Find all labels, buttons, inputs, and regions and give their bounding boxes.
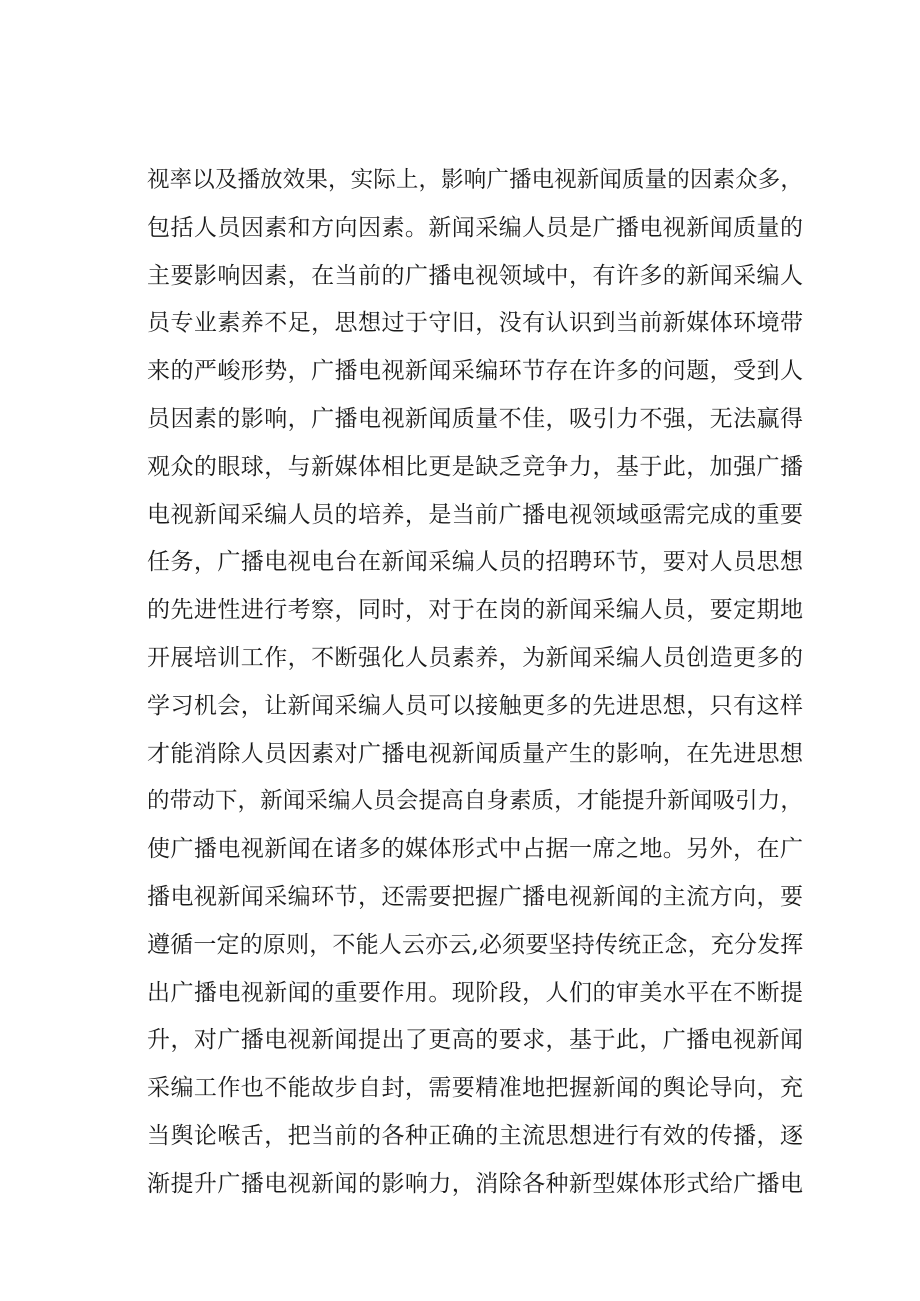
text-line: 视率以及播放效果，实际上，影响广播电视新闻质量的因素众多， [147, 167, 803, 193]
text-line: 主要影响因素，在当前的广播电视领域中，有许多的新闻采编人 [147, 262, 803, 289]
text-line: 使广播电视新闻在诸多的媒体形式中占据一席之地。另外，在广 [147, 836, 803, 863]
text-line: 播电视新闻采编环节，还需要把握广播电视新闻的主流方向，要 [147, 883, 803, 910]
text-line: 开展培训工作，不断强化人员素养，为新闻采编人员创造更多的 [147, 644, 803, 671]
text-line: 来的严峻形势，广播电视新闻采编环节存在许多的问题，受到人 [147, 358, 803, 385]
text-line: 员专业素养不足，思想过于守旧，没有认识到当前新媒体环境带 [147, 310, 803, 337]
text-line: 采编工作也不能故步自封，需要精准地把握新闻的舆论导向，充 [147, 1075, 803, 1102]
text-line: 的带动下，新闻采编人员会提高自身素质，才能提升新闻吸引力， [147, 788, 803, 815]
text-line: 遵循一定的原则，不能人云亦云,必须要坚持传统正念，充分发挥 [147, 931, 803, 958]
text-line: 出广播电视新闻的重要作用。现阶段，人们的审美水平在不断提 [147, 979, 803, 1006]
text-line: 才能消除人员因素对广播电视新闻质量产生的影响，在先进思想 [147, 740, 803, 767]
text-line: 的先进性进行考察，同时，对于在岗的新闻采编人员，要定期地 [147, 597, 803, 624]
text-line: 当舆论喉舌，把当前的各种正确的主流思想进行有效的传播，逐 [147, 1122, 803, 1149]
text-line: 包括人员因素和方向因素。新闻采编人员是广播电视新闻质量的 [147, 214, 803, 241]
body-paragraph [147, 157, 803, 1209]
text-line: 学习机会，让新闻采编人员可以接触更多的先进思想，只有这样 [147, 692, 803, 719]
text-line: 电视新闻采编人员的培养，是当前广播电视领域亟需完成的重要 [147, 501, 803, 528]
text-line: 员因素的影响，广播电视新闻质量不佳，吸引力不强，无法赢得 [147, 405, 803, 432]
text-line: 升，对广播电视新闻提出了更高的要求，基于此，广播电视新闻 [147, 1027, 803, 1054]
text-line: 任务，广播电视电台在新闻采编人员的招聘环节，要对人员思想 [147, 549, 803, 576]
text-line: 观众的眼球，与新媒体相比更是缺乏竞争力，基于此，加强广播 [147, 453, 803, 480]
text-line: 渐提升广播电视新闻的影响力，消除各种新型媒体形式给广播电 [147, 1170, 803, 1197]
